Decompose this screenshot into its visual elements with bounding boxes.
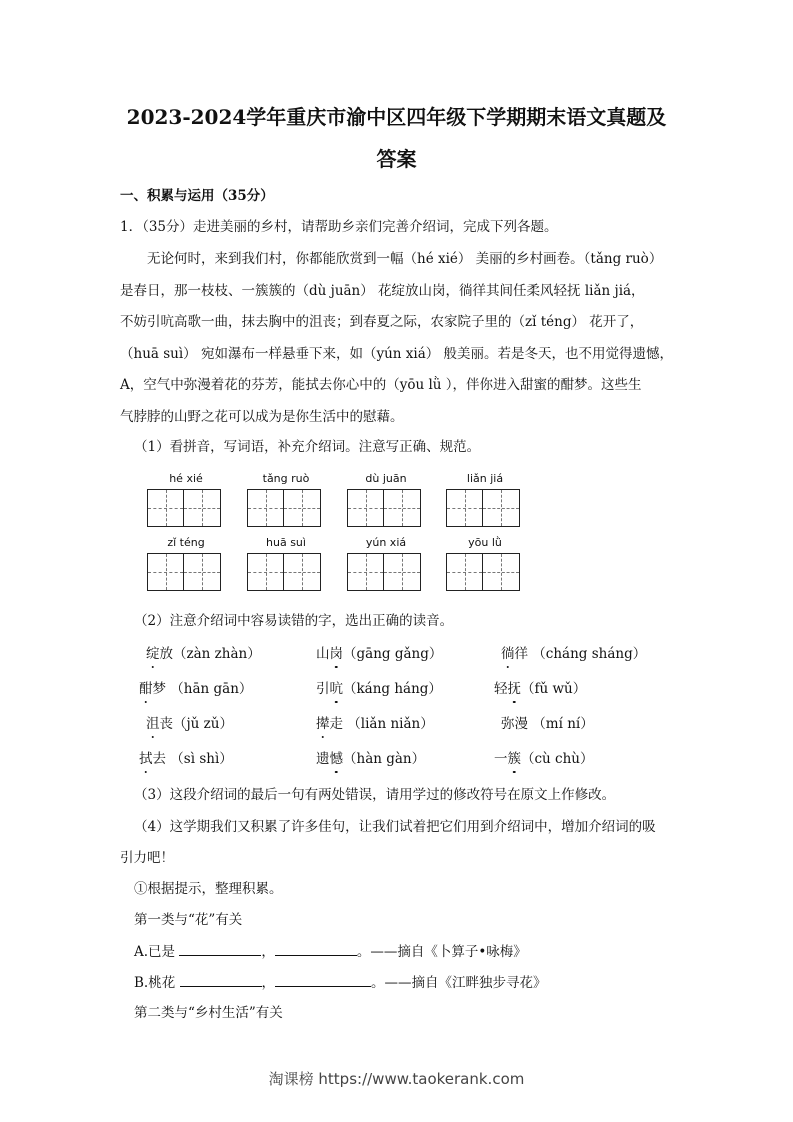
passage-line: 无论何时，来到我们村，你都能欣赏到一幅（hé xié） 美丽的乡村画卷。（tǎng ruò） (147, 251, 663, 267)
pronunciation-option[interactable]: 酣梦 （hān gān） (139, 681, 253, 697)
passage (120, 244, 680, 433)
grid-pinyin: zǐ téng (167, 536, 205, 549)
item-b-source: 。——摘自《江畔独步寻花》 (371, 975, 547, 991)
blank-field[interactable] (180, 972, 262, 987)
subquestion-4: （4）这学期我们又积累了许多佳句，让我们试着把它们用到介绍词中，增加介绍词的吸 (134, 819, 656, 835)
grid-pinyin: yōu lǜ (468, 536, 502, 549)
item-a-source: 。——摘自《卜算子•咏梅》 (356, 944, 527, 960)
page-title-line2: 答案 (376, 147, 417, 171)
page-title-line1: 2023-2024学年重庆市渝中区四年级下学期期末语文真题及 (126, 105, 667, 129)
passage-line: （huā suì） 宛如瀑布一样悬垂下来，如（yún xiá） 般美丽。若是冬天，也不用觉得遗憾， (120, 345, 674, 362)
subquestion-3: （3）这段介绍词的最后一句有两处错误，请用学过的修改符号在原文上作修改。 (134, 787, 616, 803)
pronunciation-option[interactable]: 遗憾（hàn gàn） (316, 751, 426, 767)
writing-grid[interactable] (147, 536, 225, 596)
pronunciation-option[interactable]: 引吭（káng háng） (316, 681, 442, 697)
pronunciation-option[interactable]: 轻抚（fǔ wǔ） (494, 681, 587, 697)
question-1: 1．（35分）走进美丽的乡村，请帮助乡亲们完善介绍词，完成下列各题。 (120, 219, 558, 235)
grid-boxes[interactable] (347, 553, 421, 591)
grid-pinyin: hé xié (169, 472, 203, 485)
grid-boxes[interactable] (247, 489, 321, 527)
writing-grid[interactable] (247, 472, 325, 532)
writing-grid[interactable] (446, 536, 524, 596)
grid-boxes[interactable] (347, 489, 421, 527)
grid-boxes[interactable] (247, 553, 321, 591)
writing-grid[interactable] (347, 536, 425, 596)
blank-field[interactable] (275, 972, 371, 987)
pronunciation-option[interactable]: 徜徉 （cháng sháng） (501, 646, 647, 662)
passage-line: 不妨引吭高歌一曲，抹去胸中的沮丧；到春夏之际，农家院子里的（zǐ téng） 花开了， (120, 314, 644, 330)
passage-line: A，空气中弥漫着花的芬芳，能拭去你心中的（yōu lǜ ），伴你进入甜蜜的酣梦。这些生 (120, 377, 642, 393)
pronunciation-option[interactable]: 沮丧（jǔ zǔ） (146, 716, 233, 732)
footer-watermark: 淘课榜 https://www.taokerank.com (268, 1070, 525, 1088)
item-a-label: A.已是 (134, 944, 176, 960)
blank-field[interactable] (179, 941, 261, 956)
category-1: 第一类与“花”有关 (134, 912, 243, 928)
pronunciation-option[interactable]: 一簇（cù chù） (494, 751, 594, 767)
grid-pinyin: dù juān (365, 472, 407, 485)
subquestion-2: （2）注意介绍词中容易读错的字，选出正确的读音。 (134, 613, 454, 629)
grid-pinyin: huā suì (266, 536, 306, 549)
subquestion-4-cont: 引力吧！ (120, 850, 174, 866)
passage-line: 是春日，那一枝枝、一簇簇的（dù juān） 花绽放山岗，徜徉其间任柔风轻抚 liǎn jiá， (120, 282, 645, 299)
passage-line: 气脖脖的山野之花可以成为是你生活中的慰藉。 (120, 408, 404, 425)
pronunciation-option[interactable]: 撵走 （liǎn niǎn） (316, 716, 434, 732)
blank-field[interactable] (275, 941, 357, 956)
writing-grid[interactable] (347, 472, 425, 532)
grid-pinyin: tǎng ruò (262, 472, 310, 485)
section-heading: 一、积累与运用（35分） (120, 188, 274, 204)
writing-grid[interactable] (446, 472, 524, 532)
grid-pinyin: liǎn jiá (466, 472, 504, 485)
grid-boxes[interactable] (147, 553, 221, 591)
grid-boxes[interactable] (147, 489, 221, 527)
instruction: ①根据提示，整理积累。 (134, 881, 283, 897)
grid-boxes[interactable] (446, 489, 520, 527)
item-b-label: B.桃花 (134, 975, 176, 991)
item-b: B.桃花 ， 。——摘自《江畔独步寻花》 (134, 972, 547, 993)
subquestion-1: （1）看拼音，写词语，补充介绍词。注意写正确、规范。 (134, 439, 481, 455)
item-a: A.已是 ， 。——摘自《卜算子•咏梅》 (134, 941, 527, 962)
category-2: 第二类与“乡村生活”有关 (134, 1005, 283, 1021)
grid-pinyin: yún xiá (365, 536, 407, 549)
pronunciation-option[interactable]: 山岗（gāng gǎng） (316, 646, 443, 662)
writing-grid[interactable] (147, 472, 225, 532)
pronunciation-option[interactable]: 弥漫 （mí ní） (501, 716, 594, 732)
pronunciation-option[interactable]: 拭去 （sì shì） (139, 751, 233, 767)
pronunciation-option[interactable]: 绽放（zàn zhàn） (146, 646, 261, 662)
grid-boxes[interactable] (446, 553, 520, 591)
writing-grid[interactable] (247, 536, 325, 596)
